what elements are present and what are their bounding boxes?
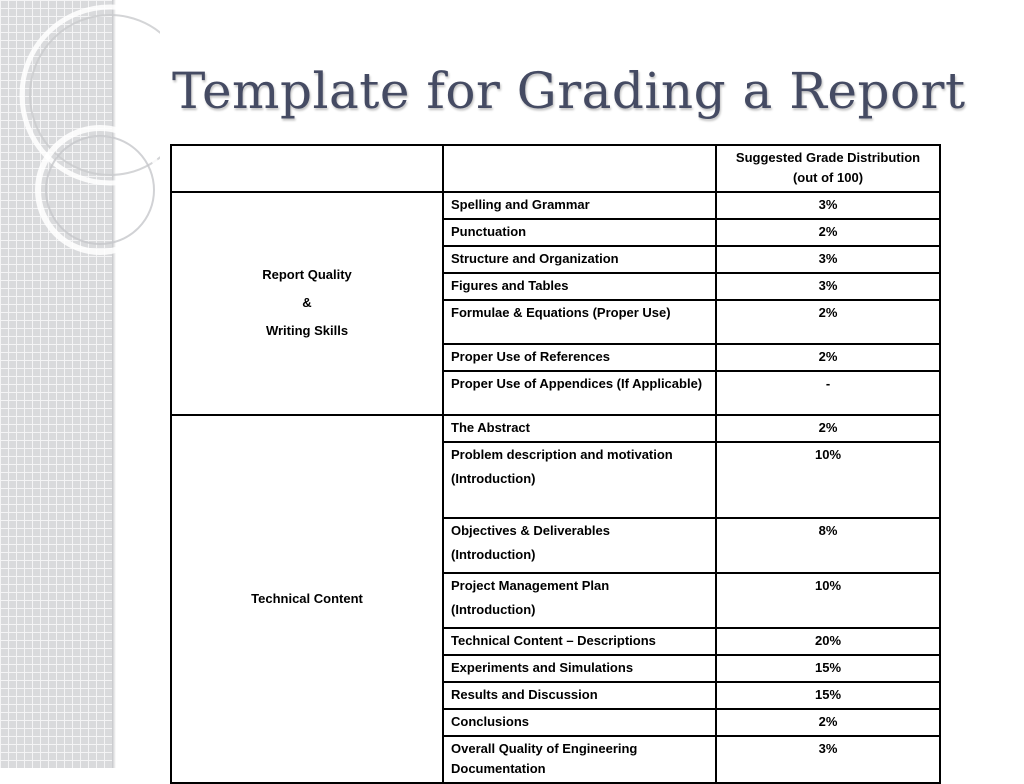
criterion-cell <box>443 442 716 518</box>
table-header-row <box>171 145 940 192</box>
group-label-line: Writing Skills <box>265 323 349 338</box>
criterion-cell <box>443 573 716 628</box>
criterion-text: Project Management Plan <box>451 578 610 593</box>
weight-cell: 2% <box>716 219 940 246</box>
header-cell-criterion <box>443 145 716 192</box>
weight-cell: 2% <box>716 300 940 344</box>
header-cell-group <box>171 145 443 192</box>
group-label-line: Technical Content <box>251 590 363 606</box>
criterion-cell: Conclusions <box>443 709 716 736</box>
criterion-cell: Figures and Tables <box>443 273 716 300</box>
weight-cell: 15% <box>716 655 940 682</box>
slide-title: Template for Grading a Report <box>172 62 966 120</box>
weight-cell: 3% <box>716 246 940 273</box>
criterion-cell: Results and Discussion <box>443 682 716 709</box>
criterion-cell: Proper Use of Appendices (If Applicable) <box>443 371 716 415</box>
criterion-text: Problem description and motivation <box>451 447 673 462</box>
criterion-text: Objectives & Deliverables <box>451 523 610 538</box>
table-row <box>171 415 940 442</box>
criterion-cell: Technical Content – Descriptions <box>443 628 716 655</box>
criterion-cell: Proper Use of References <box>443 344 716 371</box>
grading-table <box>170 144 941 784</box>
header-grade-line1: Suggested Grade Distribution <box>735 150 921 165</box>
criterion-cell: Experiments and Simulations <box>443 655 716 682</box>
criterion-cell <box>443 518 716 573</box>
criterion-cell: Formulae & Equations (Proper Use) <box>443 300 716 344</box>
weight-cell: 8% <box>716 518 940 573</box>
weight-cell: 2% <box>716 415 940 442</box>
criterion-subtext: (Introduction) <box>451 471 536 486</box>
weight-cell: 2% <box>716 344 940 371</box>
header-cell-grade-distribution <box>716 145 940 192</box>
weight-cell: 2% <box>716 709 940 736</box>
weight-cell: 10% <box>716 573 940 628</box>
group-label-technical-content <box>171 415 443 783</box>
weight-cell: - <box>716 371 940 415</box>
table-row <box>171 192 940 219</box>
criterion-cell: Structure and Organization <box>443 246 716 273</box>
criterion-subtext: (Introduction) <box>451 547 536 562</box>
criterion-cell: Punctuation <box>443 219 716 246</box>
header-grade-line2: (out of 100) <box>792 170 864 185</box>
weight-cell: 3% <box>716 273 940 300</box>
weight-cell: 20% <box>716 628 940 655</box>
criterion-cell: The Abstract <box>443 415 716 442</box>
group-label-line: & <box>302 295 312 310</box>
group-label-report-quality <box>171 192 443 415</box>
decorative-rings <box>0 0 160 260</box>
criterion-cell: Overall Quality of Engineering Documentation <box>443 736 716 783</box>
weight-cell: 10% <box>716 442 940 518</box>
criterion-subtext: (Introduction) <box>451 602 536 617</box>
weight-cell: 3% <box>716 192 940 219</box>
weight-cell: 3% <box>716 736 940 783</box>
group-label-line: Report Quality <box>262 267 352 282</box>
weight-cell: 15% <box>716 682 940 709</box>
criterion-cell: Spelling and Grammar <box>443 192 716 219</box>
